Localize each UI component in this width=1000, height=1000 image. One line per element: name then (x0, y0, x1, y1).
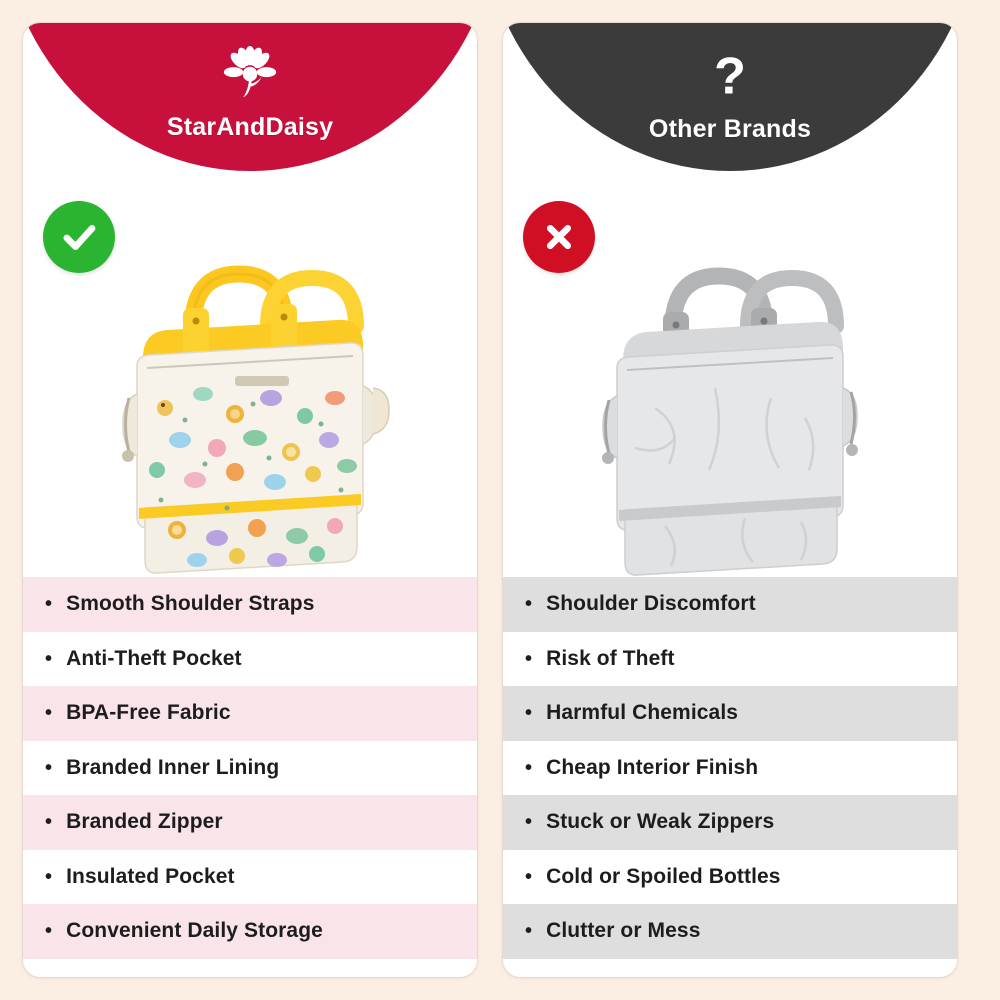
feature-list-staranddaisy (23, 577, 477, 977)
panel-other-brands (502, 22, 958, 978)
list-item (23, 632, 477, 687)
feature-label: Anti-Theft Pocket (66, 646, 242, 670)
feature-label: Harmful Chemicals (546, 701, 739, 725)
brand-block-good (23, 45, 477, 142)
feature-label: Risk of Theft (546, 646, 675, 670)
list-item (23, 741, 477, 796)
list-item (23, 904, 477, 959)
list-item (503, 795, 957, 850)
bullet-dot-icon: • (525, 593, 533, 616)
bullet-dot-icon: • (45, 702, 53, 725)
list-item (23, 577, 477, 632)
list-item (23, 686, 477, 741)
bullet-dot-icon: • (525, 920, 533, 943)
bullet-dot-icon: • (45, 647, 53, 670)
feature-label: Cold or Spoiled Bottles (546, 864, 781, 888)
bullet-dot-icon: • (45, 756, 53, 779)
feature-label: Branded Inner Lining (66, 755, 280, 779)
bullet-dot-icon: • (525, 865, 533, 888)
feature-list-other-brands (503, 577, 957, 977)
panel-staranddaisy (22, 22, 478, 978)
svg-text:?: ? (714, 47, 746, 106)
check-circle-icon (43, 201, 115, 273)
list-item (503, 686, 957, 741)
feature-label: Convenient Daily Storage (66, 919, 323, 943)
list-item (503, 850, 957, 905)
bullet-dot-icon: • (45, 920, 53, 943)
brand-name-bad: Other Brands (648, 115, 812, 143)
cross-circle-icon (523, 201, 595, 273)
bullet-dot-icon: • (45, 865, 53, 888)
list-item (503, 741, 957, 796)
list-item (503, 904, 957, 959)
list-item (503, 632, 957, 687)
feature-label: Cheap Interior Finish (546, 755, 759, 779)
bullet-dot-icon: • (525, 702, 533, 725)
bullet-dot-icon: • (45, 593, 53, 616)
bullet-dot-icon: • (525, 811, 533, 834)
feature-label: Insulated Pocket (66, 864, 235, 888)
bullet-dot-icon: • (45, 811, 53, 834)
feature-label: Clutter or Mess (546, 919, 701, 943)
daisy-flower-icon (219, 45, 281, 107)
feature-label: Stuck or Weak Zippers (546, 810, 775, 834)
list-item (503, 577, 957, 632)
feature-label: Branded Zipper (66, 810, 223, 834)
feature-label: Shoulder Discomfort (546, 592, 756, 616)
brand-name-good: StarAndDaisy (166, 113, 334, 141)
feature-label: Smooth Shoulder Straps (66, 592, 315, 616)
bullet-dot-icon: • (525, 647, 533, 670)
list-item (23, 795, 477, 850)
bullet-dot-icon: • (525, 756, 533, 779)
question-mark-icon (699, 45, 761, 107)
brand-block-bad (503, 45, 957, 144)
list-item (23, 850, 477, 905)
feature-label: BPA-Free Fabric (66, 701, 231, 725)
